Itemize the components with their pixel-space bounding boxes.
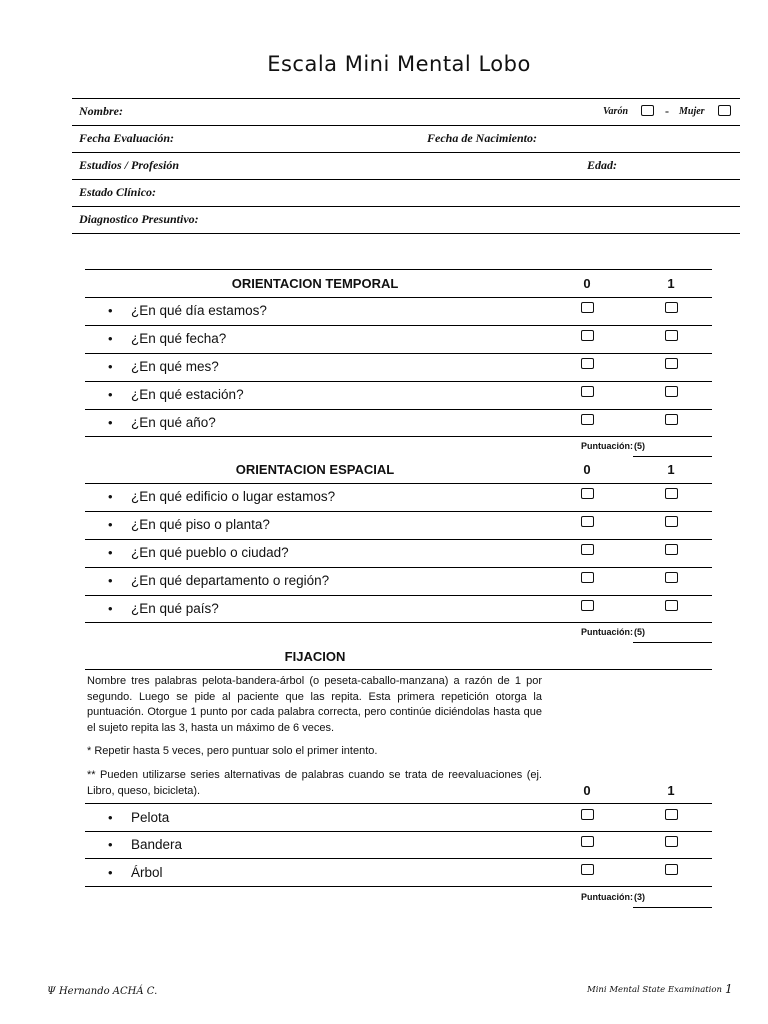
estado-clinico-label: Estado Clínico: [79, 185, 157, 199]
score-1-checkbox[interactable] [665, 330, 678, 341]
score-1-checkbox[interactable] [665, 516, 678, 527]
score-max: (5) [634, 627, 645, 637]
bullet: • [108, 303, 113, 318]
score-0-checkbox[interactable] [581, 600, 594, 611]
score-0-checkbox[interactable] [581, 836, 594, 847]
footer-document-name: Mini Mental State Examination [587, 985, 722, 995]
word-item: Pelota [131, 810, 170, 825]
bullet: • [108, 545, 113, 560]
question-item: ¿En qué país? [131, 601, 219, 616]
question-item: ¿En qué mes? [131, 359, 219, 374]
divider [85, 409, 712, 410]
note-paragraph: ** Pueden utilizarse series alternativas de palabras cuando se trata de reevaluaciones (ej. Libro, queso, bicicleta). [87, 769, 542, 797]
question-item: ¿En qué fecha? [131, 331, 227, 346]
question-item: ¿En qué año? [131, 415, 216, 430]
divider [72, 179, 740, 180]
instructions-paragraph: Nombre tres palabras pelota-bandera-árbol (o peseta-caballo-manzana) a razón de 1 por segundo. Luego se pide al paciente que las repita. Esta primera repetición otorga la puntuación. Otorgue 1 punto por cada palabra correcta, pero continúe diciéndolas hasta que el sujeto repita las 3, hasta un máximo de 6 veces. [87, 675, 542, 734]
divider [85, 353, 712, 354]
score-max: (3) [634, 892, 645, 902]
divider [85, 858, 712, 859]
score-line [633, 456, 712, 457]
question-item: ¿En qué día estamos? [131, 303, 267, 318]
divider [72, 233, 740, 234]
score-0-checkbox[interactable] [581, 516, 594, 527]
bullet: • [108, 489, 113, 504]
score-0-checkbox[interactable] [581, 544, 594, 555]
note-paragraph: * Repetir hasta 5 veces, pero puntuar solo el primer intento. [87, 745, 378, 757]
divider [85, 622, 712, 623]
divider [85, 297, 712, 298]
word-item: Árbol [131, 865, 163, 880]
divider [85, 269, 712, 270]
divider [85, 381, 712, 382]
fecha-nacimiento-label: Fecha de Nacimiento: [427, 131, 537, 145]
score-1-checkbox[interactable] [665, 414, 678, 425]
score-max: (5) [634, 441, 645, 451]
edad-label: Edad: [587, 158, 617, 172]
score-label: Puntuación: [581, 441, 633, 451]
score-0-checkbox[interactable] [581, 864, 594, 875]
section-heading: ORIENTACION TEMPORAL [231, 276, 399, 291]
score-1-checkbox[interactable] [665, 572, 678, 583]
column-0-header: 0 [583, 276, 591, 291]
question-item: ¿En qué edificio o lugar estamos? [131, 489, 336, 504]
page-number: 1 [725, 982, 733, 996]
score-0-checkbox[interactable] [581, 414, 594, 425]
question-item: ¿En qué estación? [131, 387, 244, 402]
varon-label: Varón [603, 106, 629, 117]
section-heading: ORIENTACION ESPACIAL [235, 462, 395, 477]
divider [85, 803, 712, 804]
score-1-checkbox[interactable] [665, 488, 678, 499]
column-0-header: 0 [583, 462, 591, 477]
divider [85, 436, 712, 437]
score-line [633, 907, 712, 908]
score-0-checkbox[interactable] [581, 809, 594, 820]
score-0-checkbox[interactable] [581, 572, 594, 583]
divider [85, 511, 712, 512]
diagnostico-label: Diagnostico Presuntivo: [79, 212, 199, 226]
estudios-label: Estudios / Profesión [79, 158, 180, 172]
score-label: Puntuación: [581, 627, 633, 637]
score-1-checkbox[interactable] [665, 864, 678, 875]
dash-separator: - [665, 104, 669, 118]
divider [72, 98, 740, 99]
word-item: Bandera [131, 837, 183, 852]
score-1-checkbox[interactable] [665, 600, 678, 611]
bullet: • [108, 359, 113, 374]
divider [85, 539, 712, 540]
column-1-header: 1 [667, 783, 675, 798]
bullet: • [108, 865, 113, 880]
divider [85, 886, 712, 887]
bullet: • [108, 331, 113, 346]
score-0-checkbox[interactable] [581, 330, 594, 341]
divider [85, 595, 712, 596]
score-0-checkbox[interactable] [581, 488, 594, 499]
question-item: ¿En qué departamento o región? [131, 573, 330, 588]
bullet: • [108, 415, 113, 430]
section-heading: FIJACION [284, 649, 346, 664]
divider [85, 567, 712, 568]
bullet: • [108, 573, 113, 588]
bullet: • [108, 517, 113, 532]
bullet: • [108, 387, 113, 402]
score-label: Puntuación: [581, 892, 633, 902]
score-1-checkbox[interactable] [665, 544, 678, 555]
divider [72, 206, 740, 207]
divider [72, 125, 740, 126]
score-1-checkbox[interactable] [665, 809, 678, 820]
score-line [633, 642, 712, 643]
mujer-label: Mujer [679, 106, 705, 117]
nombre-label: Nombre: [79, 104, 123, 118]
divider [85, 325, 712, 326]
score-1-checkbox[interactable] [665, 358, 678, 369]
mujer-checkbox[interactable] [718, 105, 731, 116]
column-0-header: 0 [583, 783, 591, 798]
score-0-checkbox[interactable] [581, 386, 594, 397]
score-1-checkbox[interactable] [665, 302, 678, 313]
question-item: ¿En qué pueblo o ciudad? [131, 545, 289, 560]
score-0-checkbox[interactable] [581, 358, 594, 369]
score-1-checkbox[interactable] [665, 836, 678, 847]
bullet: • [108, 601, 113, 616]
page-title: Escala Mini Mental Lobo [267, 52, 531, 76]
score-0-checkbox[interactable] [581, 302, 594, 313]
column-1-header: 1 [667, 462, 675, 477]
column-1-header: 1 [667, 276, 675, 291]
divider [85, 669, 712, 670]
bullet: • [108, 837, 113, 852]
bullet: • [108, 810, 113, 825]
footer-author: Ψ Hernando ACHÁ C. [47, 986, 158, 997]
fecha-evaluacion-label: Fecha Evaluación: [79, 131, 174, 145]
varon-checkbox[interactable] [641, 105, 654, 116]
question-item: ¿En qué piso o planta? [131, 517, 270, 532]
divider [85, 483, 712, 484]
divider [72, 152, 740, 153]
score-1-checkbox[interactable] [665, 386, 678, 397]
divider [85, 831, 712, 832]
